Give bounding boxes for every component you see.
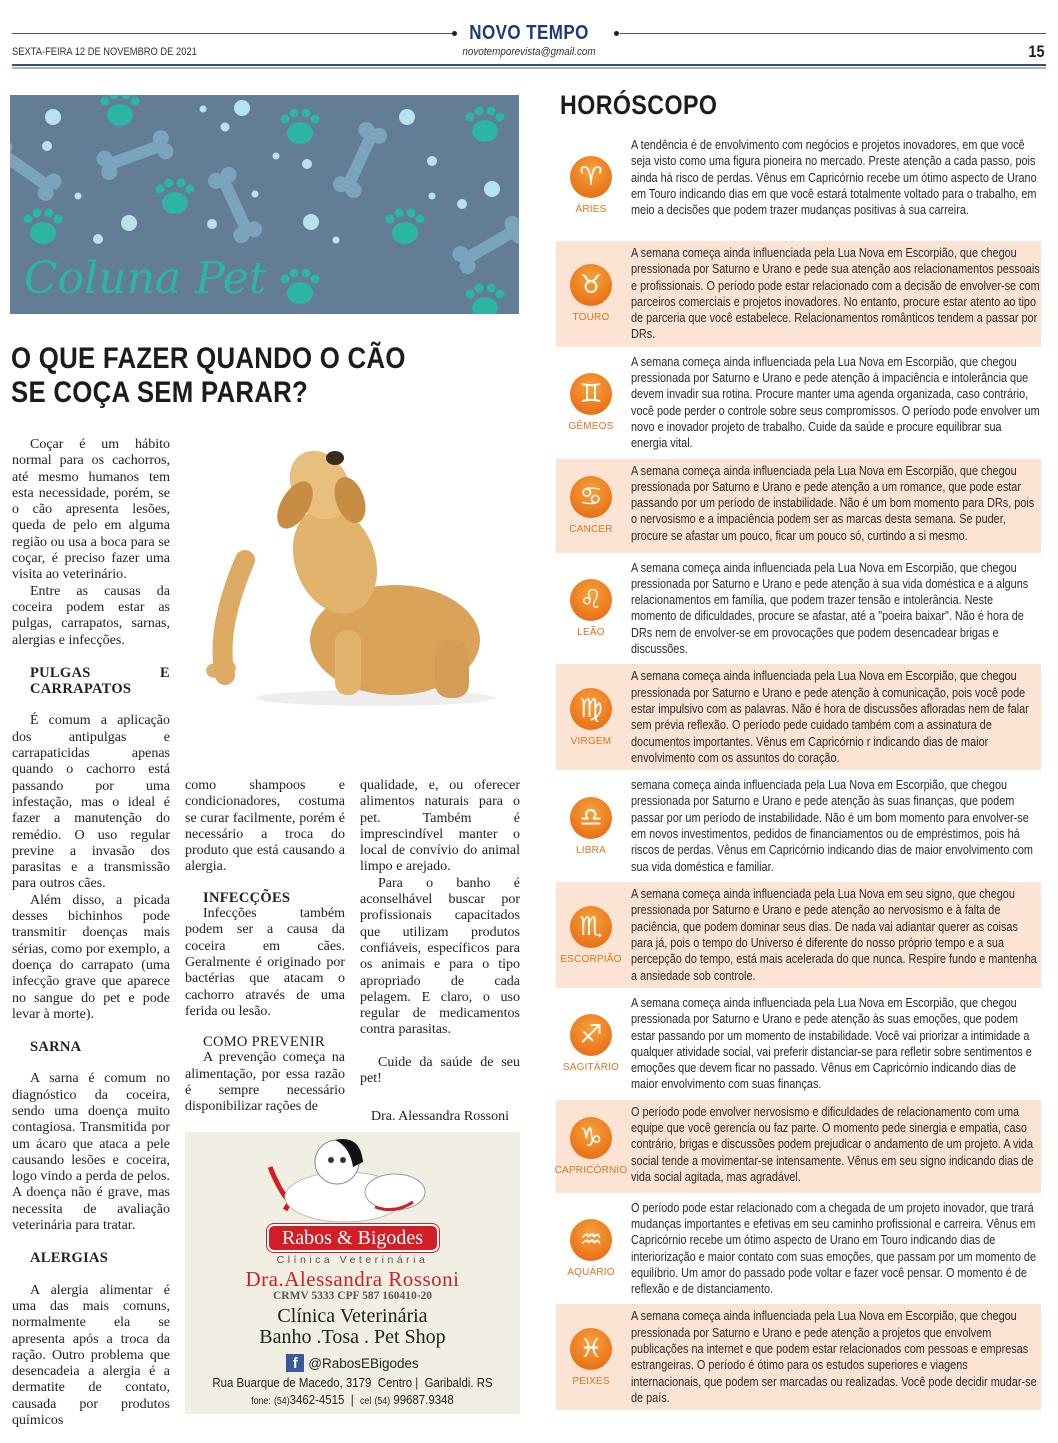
sign-icon-column [556,1196,626,1302]
article-paragraph: A alergia alimentar é uma das mais comuns, normalmente ela se apresenta após a troca da ração. Outro problema que desencadeia a alergia é a dermatite de contato, causada por produtos químicos [12,1282,170,1429]
horoscope-text-container [626,1196,1058,1302]
taurus-bull-icon: ♉ [570,264,612,306]
header-divider-secondary [12,67,1046,69]
sign-name: GÊMEOS [568,421,614,433]
sign-name: LIBRA [576,844,606,856]
brand-logo: Rabos & Bigodes [267,1224,439,1252]
horoscope-text: A semana começa ainda influenciada pela Lua Nova em Escorpião, que chegou pressionada por Saturno e Urano e pede atenção à impaciência e intolerância que devem invadir sua rotina. Procure manter uma agenda organizada, caso contrário, você pode perder o controle sobre seus compromissos. O período pode envolver um novo e inovador projeto de trabalho. Cuide da saúde e procure equilibrar sua energia vital. [631,354,1040,451]
sign-icon-column [556,350,626,456]
sign-icon-column [556,241,626,347]
horoscope-entry [556,773,1041,879]
phone-ddd: (54) [273,1396,290,1407]
dog-cat-mascot-illustration [185,1132,520,1224]
issue-date: SEXTA-FEIRA 12 DE NOVEMBRO DE 2021 [12,46,197,58]
service-line-2: Banho .Tosa . Pet Shop [259,1326,446,1348]
article-paragraph: Coçar é um hábito normal para os cachorros, até mesmo humanos tem esta necessidade, porém, se o cão apresenta lesões, queda de pelo em alguma região ou usa a boca para se coçar, é preciso fazer uma visita ao veterinário. [12,437,170,583]
sign-icon-column [556,1304,626,1410]
article-paragraph: qualidade, e, ou oferecer alimentos naturais para o pet. Também é imprescindível manter o local de convívio do animal limpo e arejado. [360,778,520,875]
horoscope-entry [556,1100,1041,1193]
section-heading: ALERGIAS [30,1250,109,1267]
rabos-bigodes-advertisement [185,1132,520,1414]
service-line-1: Clínica Veterinária [277,1305,428,1327]
sign-icon-column [556,556,626,662]
article-paragraph: Infecções também podem ser a causa da coceira em cães. Geralmente é originado por bactérias que atacam o cachorro através de uma ferida ou lesão. [185,906,345,1019]
address: Rua Buarque de Macedo, 3179 Centro | Garibaldi. RS [212,1375,493,1390]
article-paragraph: Para o banho é aconselhável buscar por profissionais capacitados que utilizam produtos confiáveis, específicos para os animais e para o tipo apropriado de cada pelagem. E claro, o uso regular de medicamentos contra parasitas. [360,875,520,1038]
phone-label: fone: [251,1396,271,1407]
brand-subtitle: Clínica Veterinária [276,1254,429,1266]
section-heading: SARNA [30,1039,82,1056]
header-divider [12,64,1046,66]
horoscope-text-container [626,1100,1058,1193]
sign-name: VIRGEM [570,735,612,747]
horoscope-list [556,133,1041,1413]
virgo-maiden-icon: ♍ [570,688,612,730]
leo-lion-icon: ♌ [570,579,612,621]
horoscope-entry [556,133,1041,238]
headline-line: O QUE FAZER QUANDO O CÃO [11,342,406,375]
facebook-icon: f [286,1354,304,1372]
sign-icon-column [556,882,626,988]
sign-name: SAGITÁRIO [562,1062,620,1074]
section-heading: INFECÇÕES [203,889,291,906]
horoscope-entry [556,664,1041,770]
sign-icon-column [556,991,626,1097]
gemini-faces-icon: ♊ [570,373,612,415]
horoscope-text: O período pode estar relacionado com a chegada de um projeto inovador, que trará mudanças importantes e efetivas em seu caminho profissional e carreira. Vênus em Capricórnio recebe um ótimo aspecto de Urano em Touro indicando dias de interiorização e maior contato com suas emoções, que passam por um momento de equilíbrio. Um amor do passado pode voltar e fazer você pensar. O momento é de reflexão e de distanciamento. [631,1200,1036,1297]
aries-ram-icon: ♈ [570,156,612,198]
article-paragraph: Cuide da saúde de seu pet! [360,1054,520,1087]
horoscope-entry [556,882,1041,988]
horoscope-text: A semana começa ainda influenciada pela Lua Nova em Escorpião, que chegou pressionada por Saturno e Urano e pede atenção à comunicação, pois você pode estar impulsivo com as palavras. Não é hora de discussões afloradas nem de falar sem prévia reflexão. O período pede cuidado também com a assinatura de documentos importantes. Vênus em Capricórnio r indicando dias de maior envolvimento com os assuntos do coração. [631,669,1029,765]
sign-name: CAPRICÓRNIO [554,1164,628,1176]
aquarius-water-bearer-icon: ♒ [570,1219,612,1261]
page-number: 15 [1028,42,1045,61]
spacer [360,1039,520,1055]
sign-name: LEÃO [577,626,605,638]
article-column-3 [360,778,520,1126]
sign-name: ESCORPIÃO [560,953,622,965]
sign-name: PEIXES [572,1375,610,1387]
contact-email: novotemporevista@gmail.com [462,46,596,58]
horoscope-text-container [626,773,1058,879]
horoscope-text: A semana começa ainda influenciada pela Lua Nova em Escorpião, que chegou pressionada por Saturno e Urano e pede atenção a projetos que envolvem publicações na internet e que podem estar relacionados com pessoas e empresas estrangeiras. O período é ótimo para os estudos superiores e viagens internacionais, que podem ser marcadas ou realizadas. Você pode decidir mudar-se de país. [631,1309,1037,1405]
article-paragraph: Além disso, a picada desses bichinhos pode transmitir doenças mais sérias, como por exemplo, a doença do carrapato (uma infecção grave que aparece no sangue do pet e pode levar à morte). [12,892,170,1022]
phone-number: 3462-4515 [289,1392,345,1407]
horoscope-text-container [626,556,1058,662]
headline-line: SE COÇA SEM PARAR? [11,376,309,409]
horoscope-text-container [626,133,1058,238]
horoscope-text-container [626,241,1058,347]
coluna-pet-banner [10,95,519,314]
scorpio-scorpion-icon: ♏ [570,906,612,948]
capricorn-goat-icon: ♑ [570,1117,612,1159]
article-paragraph: como shampoos e condicionadores, costuma se curar facilmente, porém é necessário a troca do produto que está causando a alergia. [185,778,345,875]
sign-icon-column [556,1100,626,1193]
sign-icon-column [556,133,626,238]
phone-row: fone: (54)3462-4515 | cel (54) 99687.9348 [251,1392,454,1407]
horoscope-text-container [626,882,1058,988]
cel-label: cel [360,1396,372,1407]
horoscope-text: A tendência é de envolvimento com negócios e projetos inovadores, em que você seja visto como uma figura pioneira no mercado. Preste atenção a cada passo, pois ainda há risco de perdas. Vênus em Capricórnio recebe um ótimo aspecto de Urano em Touro indicando dias em que você estará totalmente voltado para o trabalho, em meio a decisões que podem trazer mudanças positivas à sua carreira. [631,138,1037,218]
horoscope-text: A semana começa ainda influenciada pela Lua Nova em Escorpião, que chegou pressionada por Saturno e Urano e pede sua atenção aos relacionamentos pessoais e profissionais. O período pode estar relacionado com a decisão de envolver-se com parceiros comerciais e projetos inovadores. No entanto, procure estar atento ao tipo de parceria que você estabelece. Relacionamentos românticos tendem a passar por DRs. [631,246,1040,342]
cel-number: 99687.9348 [393,1392,454,1407]
sign-icon-column [556,773,626,879]
article-column-1 [12,437,170,1429]
scratching-puppy-photo [185,430,520,715]
article-paragraph: A sarna é comum no diagnóstico da coceira, sendo uma doença muito contagiosa. Transmitida por um ácaro que ataca a pele causando lesões e coceira, logo vindo a perda de pelos. A doença não é grave, mas necessita de avaliação veterinária para tratar. [12,1071,170,1234]
sign-name: CANCER [569,524,613,536]
article-paragraph: É comum a aplicação dos antipulgas e carrapaticidas apenas quando o cachorro está passando por uma infestação, mas o ideal é fazer a manutenção do remédio. O uso regular previne a invasão dos parasitas e a transmissão para outros cães. [12,713,170,892]
sign-name: AQUÁRIO [567,1267,615,1279]
horoscope-text: A semana começa ainda influenciada pela Lua Nova em Escorpião, que chegou pressionada por Saturno e Urano e pede atenção às suas emoções, que podem estar passando por um momento de instabilidade. Você vai priorizar a intimidade a qualquer atividade social, vai preferir distanciar-se para refletir sobre sentimentos e emoções que devem ficar no passado. Vênus em Capricórnio indicando dias de maior envolvimento com suas finanças. [631,995,1032,1092]
horoscope-text: A semana começa ainda influenciada pela Lua Nova em seu signo, que chegou pressionada por Saturno e Urano e pede atenção ao nervosismo e à falta de paciência, que podem dominar seus dias. De nada vai adiantar querer as coisas para já, pois o tempo do Universo é diferente do nosso próprio tempo e a sua percepção do tempo, está mais acelerada do que nunca. Respire fundo e mantenha a ansiedade sob controle. [631,887,1037,983]
cel-ddd: (54) [374,1396,391,1407]
horoscope-entry [556,350,1041,456]
pisces-fish-icon: ♓ [570,1328,612,1370]
horoscope-text: A semana começa ainda influenciada pela Lua Nova em Escorpião, que chegou pressionada por Saturno e Urano e pede atenção à sua vida doméstica e a alguns relacionamentos em família, que podem trazer tensão e intolerância. Neste momento de dificuldades, procure se afastar, até a "poeira baixar". Não é hora de DRs nem de envolver-se em provocações que podem desencadear brigas e discussões. [631,560,1029,657]
horoscope-text-container [626,350,1058,456]
sign-name: TOURO [572,312,610,324]
section-heading: COMO PREVENIR [203,1034,325,1051]
horoscope-text: A semana começa ainda influenciada pela Lua Nova em Escorpião, que chegou pressionada por Saturno e Urano e pede atenção a um romance, que pode estar passando por um período de instabilidade. Não é um bom momento para DRs, pois o nervosismo e a impaciência podem ser as marcas desta semana. Se puder, procure se afastar um pouco, ficar um pouco só, curtindo a si mesmo. [631,463,1035,543]
sign-icon-column [556,664,626,770]
horoscope-entry [556,241,1041,347]
horoscope-entry [556,991,1041,1097]
section-heading: PULGAS E CARRAPATOS [30,664,170,698]
paw-bone-pattern [10,95,519,314]
doctor-name: Dra.Alessandra Rossoni [245,1267,460,1291]
banner-title: Coluna Pet [24,253,267,304]
article-headline [11,342,441,410]
newspaper-title: NOVO TEMPO [469,22,589,44]
article-paragraph: A prevenção começa na alimentação, por essa razão é sempre necessário disponibilizar rações de [185,1050,345,1115]
horoscope-entry [556,1304,1041,1410]
horoscope-entry [556,1196,1041,1302]
libra-scales-icon: ♎ [570,797,612,839]
sign-icon-column [556,459,626,553]
horoscope-entry [556,556,1041,662]
author-signature: Dra. Alessandra Rossoni [370,1109,510,1125]
horoscope-text-container [626,459,1058,553]
sign-name: ÁRIES [575,204,607,215]
horoscope-text-container [626,991,1058,1097]
horoscope-text: O período pode envolver nervosismo e dificuldades de relacionamento com uma equipe que você gerencia ou faz parte. O momento pede sinergia e empatia, caso contrário, brigas e discussões podem prejudicar o andamento de um projeto. A vida social tende a movimentar-se intensamente. Vênus em seu signo indicando dias de vida social agitada, mas agradável. [631,1104,1034,1184]
sagittarius-bow-icon: ♐ [570,1014,612,1056]
article-paragraph: Entre as causas da coceira podem estar as pulgas, carrapatos, sarnas, alergias e infecções. [12,583,170,648]
horoscope-text-container [626,664,1058,770]
horoscope-title: HORÓSCOPO [560,90,718,120]
registry-info: CRMV 5333 CPF 587 160410-20 [272,1290,433,1302]
article-column-2 [185,778,345,1116]
horoscope-text: semana começa ainda influenciada pela Lua Nova em Escorpião, que chegou pressionada por Saturno e Urano e pede atenção às suas finanças, que podem passar por um período de instabilidade. Não é um bom momento para envolver-se em novos investimentos, pedidos de financiamentos ou de empréstimos, pois há riscos de perdas. Vênus em Capricórnio indicando dias de maior envolvimento com sua vida doméstica e familiar. [631,778,1033,874]
horoscope-entry [556,459,1041,553]
facebook-handle-row [185,1354,520,1372]
horoscope-text-container [626,1304,1058,1410]
facebook-handle: @RabosEBigodes [308,1355,419,1371]
cancer-crab-icon: ♋ [570,476,612,518]
